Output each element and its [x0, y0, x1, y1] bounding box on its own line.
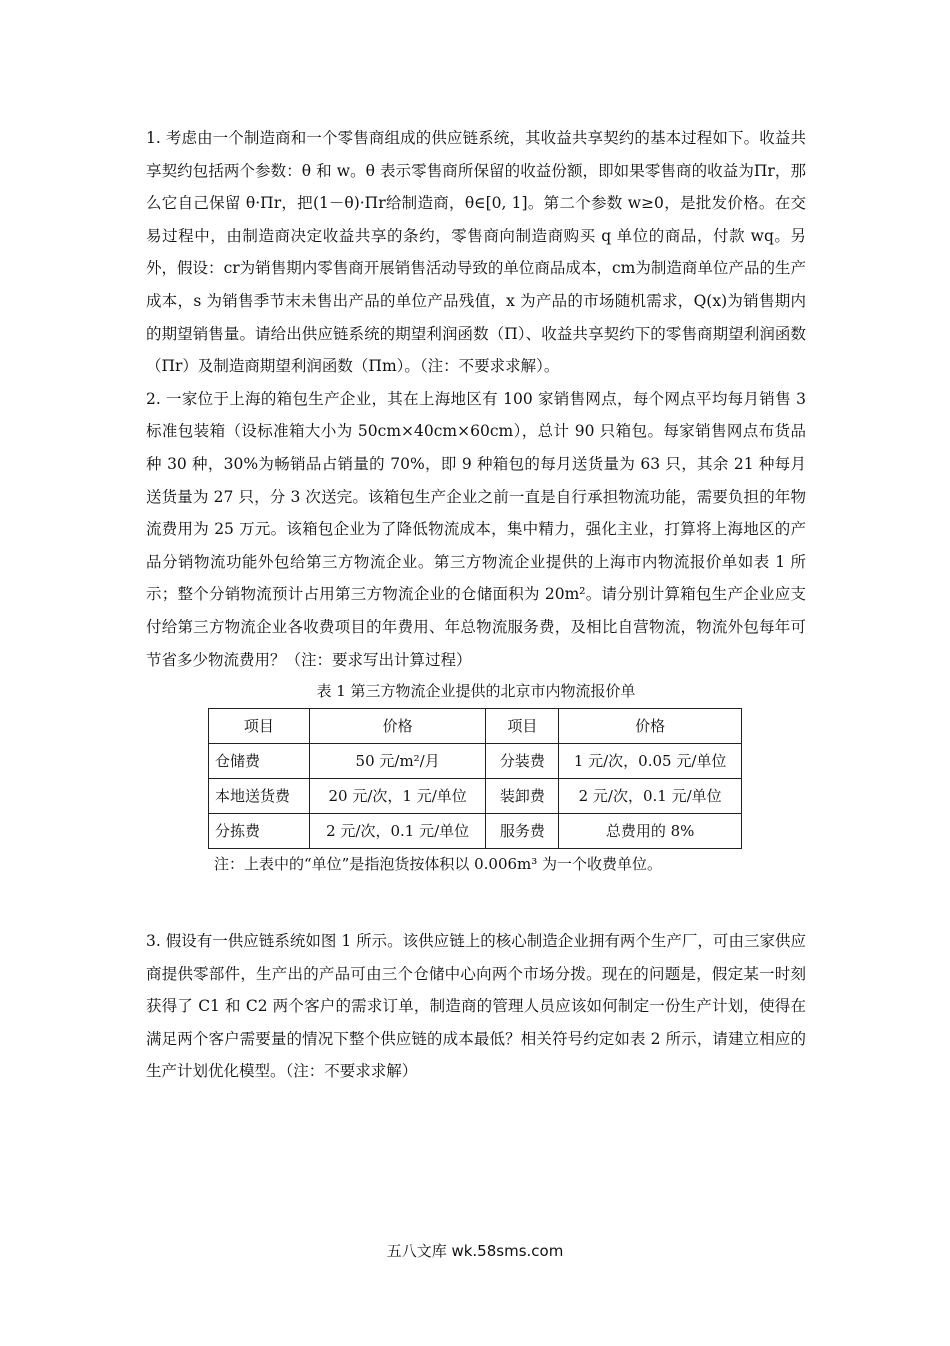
table-row [209, 814, 742, 849]
table-cell: 2 元/次，0.1 元/单位 [559, 779, 742, 814]
table-cell: 20 元/次，1 元/单位 [309, 779, 486, 814]
document-body [146, 122, 806, 1088]
question-3: 3. 假设有一供应链系统如图 1 所示。该供应链上的核心制造企业拥有两个生产厂，可由三家供应商提供零部件，生产出的产品可由三个仓储中心向两个市场分拨。现在的问题是，假定某一时刻获得了 C1 和 C2 两个客户的需求订单，制造商的管理人员应该如何制定一份生产计划，使得在满足两个客户需要量的情况下整个供应链的成本最低？相关符号约定如表 2 所示，请建立相应的生产计划优化模型。（注：不要求求解） [146, 932, 806, 1081]
table-cell: 装卸费 [486, 779, 559, 814]
table-cell: 服务费 [486, 814, 559, 849]
table-cell: 分拣费 [209, 814, 310, 849]
section-gap [146, 879, 806, 925]
header-price-2: 价格 [559, 709, 742, 744]
header-item-2: 项目 [486, 709, 559, 744]
price-table [208, 708, 742, 849]
table-cell: 总费用的 8% [559, 814, 742, 849]
table-cell: 2 元/次，0.1 元/单位 [309, 814, 486, 849]
header-price-1: 价格 [309, 709, 486, 744]
table-cell: 仓储费 [209, 744, 310, 779]
table-cell: 1 元/次，0.05 元/单位 [559, 744, 742, 779]
table-cell: 分装费 [486, 744, 559, 779]
question-1: 1. 考虑由一个制造商和一个零售商组成的供应链系统，其收益共享契约的基本过程如下。收益共享契约包括两个参数：θ 和 w。θ 表示零售商所保留的收益份额，即如果零售商的收益为Πr，那么它自己保留 θ·Πr，把(1－θ)·Πr给制造商，θ∈[0, 1]。第二个参数 w≥0，是批发价格。在交易过程中，由制造商决定收益共享的条约，零售商向制造商购买 q 单位的商品，付款 wq。另外，假设：cr为销售期内零售商开展销售活动导致的单位商品成本，cm为制造商单位产品的生产成本，s 为销售季节末未售出产品的单位产品残值，x 为产品的市场随机需求，Q(x)为销售期内的期望销售量。请给出供应链系统的期望利润函数（Π）、收益共享契约下的零售商期望利润函数（Πr）及制造商期望利润函数（Πm）。（注：不要求求解）。 [146, 129, 806, 376]
table-cell: 本地送货费 [209, 779, 310, 814]
table-cell: 50 元/m²/月 [309, 744, 486, 779]
table-header-row [209, 709, 742, 744]
question-2: 2. 一家位于上海的箱包生产企业，其在上海地区有 100 家销售网点，每个网点平均每月销售 3 标准包装箱（设标准箱大小为 50cm×40cm×60cm），总计 90 只箱包。每家销售网点布货品种 30 种，30%为畅销品占销量的 70%，即 9 种箱包的每月送货量为 63 只，其余 21 种每月送货量为 27 只，分 3 次送完。该箱包生产企业之前一直是自行承担物流功能，需要负担的年物流费用为 25 万元。该箱包企业为了降低物流成本，集中精力，强化主业，打算将上海地区的产品分销物流功能外包给第三方物流企业。第三方物流企业提供的上海市内物流报价单如表 1 所示；整个分销物流预计占用第三方物流企业的仓储面积为 20m²。请分别计算箱包生产企业应支付给第三方物流企业各收费项目的年费用、年总物流服务费，及相比自营物流，物流外包每年可节省多少物流费用？（注：要求写出计算过程） [146, 389, 806, 669]
table-1-caption: 表 1 第三方物流企业提供的北京市内物流报价单 [316, 682, 636, 701]
header-item-1: 项目 [209, 709, 310, 744]
table-row [209, 744, 742, 779]
table-1-note: 注：上表中的“单位”是指泡货按体积以 0.006m³ 为一个收费单位。 [214, 855, 663, 874]
footer-watermark: 五八文库 wk.58sms.com [386, 1242, 564, 1260]
table-row [209, 779, 742, 814]
